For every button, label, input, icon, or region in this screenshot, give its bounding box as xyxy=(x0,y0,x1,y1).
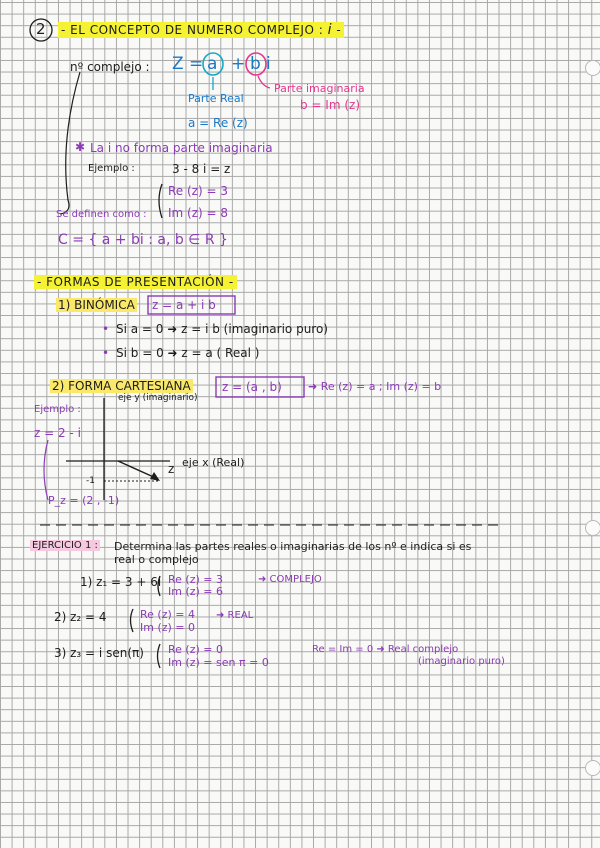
binomica-label: 1) BINÓMICA xyxy=(58,298,135,312)
example-label: Ejemplo : xyxy=(88,163,135,174)
imaginary-part-label: Parte imaginaria xyxy=(274,82,365,95)
item-2-im: Im (z) = 0 xyxy=(140,621,196,634)
section-title xyxy=(58,22,344,38)
complex-set: C = { a + bi : a, b ∈ R } xyxy=(58,232,228,248)
b-term: b xyxy=(250,54,261,74)
item-1-result: ➜ COMPLEJO xyxy=(258,574,322,585)
section-title-text: - EL CONCEPTO DE NUMERO COMPLEJO : xyxy=(61,23,328,37)
cartesiana-formula: z = (a , b) xyxy=(222,380,282,394)
a-term: a xyxy=(207,54,218,74)
section-number: 2 xyxy=(36,20,46,38)
binomica-formula: z = a + i b xyxy=(152,298,216,312)
item-3-result: Re = Im = 0 ➜ Real complejo xyxy=(312,644,459,655)
re-im-brace xyxy=(159,184,162,218)
bullet-a-zero: • xyxy=(102,322,110,336)
item-1-im: Im (z) = 6 xyxy=(168,585,224,598)
item-2-result: ➜ REAL xyxy=(216,610,254,621)
exercise-statement-1: Determina las partes reales o imaginarias de los nº e indica si es xyxy=(114,540,472,553)
binder-hole xyxy=(585,760,600,776)
exercise-statement-2: real o complejo xyxy=(114,553,199,566)
cartesian-example-label: Ejemplo : xyxy=(34,404,81,415)
defined-as-label: Se definen como : xyxy=(56,209,147,220)
note-text: La i no forma parte imaginaria xyxy=(90,141,273,155)
y-axis-label: eje y (imaginario) xyxy=(118,393,198,403)
point-pz: P_z = (2 , -1) xyxy=(48,494,120,507)
complex-number-label: nº complejo : xyxy=(70,60,150,74)
z-example: z = 2 - i xyxy=(34,426,81,440)
star-icon: ✱ xyxy=(75,140,86,154)
item-3-re: Re (z) = 0 xyxy=(168,643,223,656)
example-bracket xyxy=(44,440,48,500)
item-3-im: Im (z) = sen π = 0 xyxy=(168,656,269,669)
item-3-result-note: (imaginario puro) xyxy=(418,656,505,667)
binder-hole xyxy=(585,60,600,76)
b-arrow xyxy=(258,76,270,88)
a-re-z: a = Re (z) xyxy=(188,116,248,130)
cartesiana-label: 2) FORMA CARTESIANA xyxy=(52,379,191,393)
item-2: 2) z₂ = 4 xyxy=(54,610,107,624)
x-axis-label: eje x (Real) xyxy=(182,456,245,469)
z-vector-head xyxy=(150,472,160,481)
bullet-b-zero: • xyxy=(102,346,110,360)
i-term: i xyxy=(266,54,271,74)
item-1: 1) z₁ = 3 + 6i xyxy=(80,575,162,589)
z-vector-label: z xyxy=(168,462,175,476)
ex3-brace xyxy=(158,644,161,668)
cartesiana-result: ➜ Re (z) = a ; Im (z) = b xyxy=(308,380,442,393)
plus-sign: + xyxy=(231,54,246,74)
tick-minus-one: -1 xyxy=(86,476,95,486)
im-z-8: Im (z) = 8 xyxy=(168,206,229,220)
section-title-i: i xyxy=(327,22,332,38)
ex2-brace xyxy=(131,609,134,632)
section-title-dash: - xyxy=(336,23,342,37)
binomica-case-1: Si a = 0 ➜ z = i b (imaginario puro) xyxy=(116,322,328,336)
item-1-re: Re (z) = 3 xyxy=(168,573,223,586)
item-3: 3) z₃ = i sen(π) xyxy=(54,646,144,660)
real-part-label: Parte Real xyxy=(188,92,244,105)
re-z-3: Re (z) = 3 xyxy=(168,184,228,198)
binomica-case-2: Si b = 0 ➜ z = a ( Real ) xyxy=(116,346,260,360)
z-equals: Z = xyxy=(172,54,204,74)
exercise-label: EJERCICIO 1 : xyxy=(32,540,98,551)
item-2-re: Re (z) = 4 xyxy=(140,608,195,621)
example-expression: 3 - 8 i = z xyxy=(172,162,231,176)
formas-title: - FORMAS DE PRESENTACIÓN - xyxy=(34,275,237,289)
b-im-z: b = Im (z) xyxy=(300,98,361,112)
binder-hole xyxy=(585,520,600,536)
